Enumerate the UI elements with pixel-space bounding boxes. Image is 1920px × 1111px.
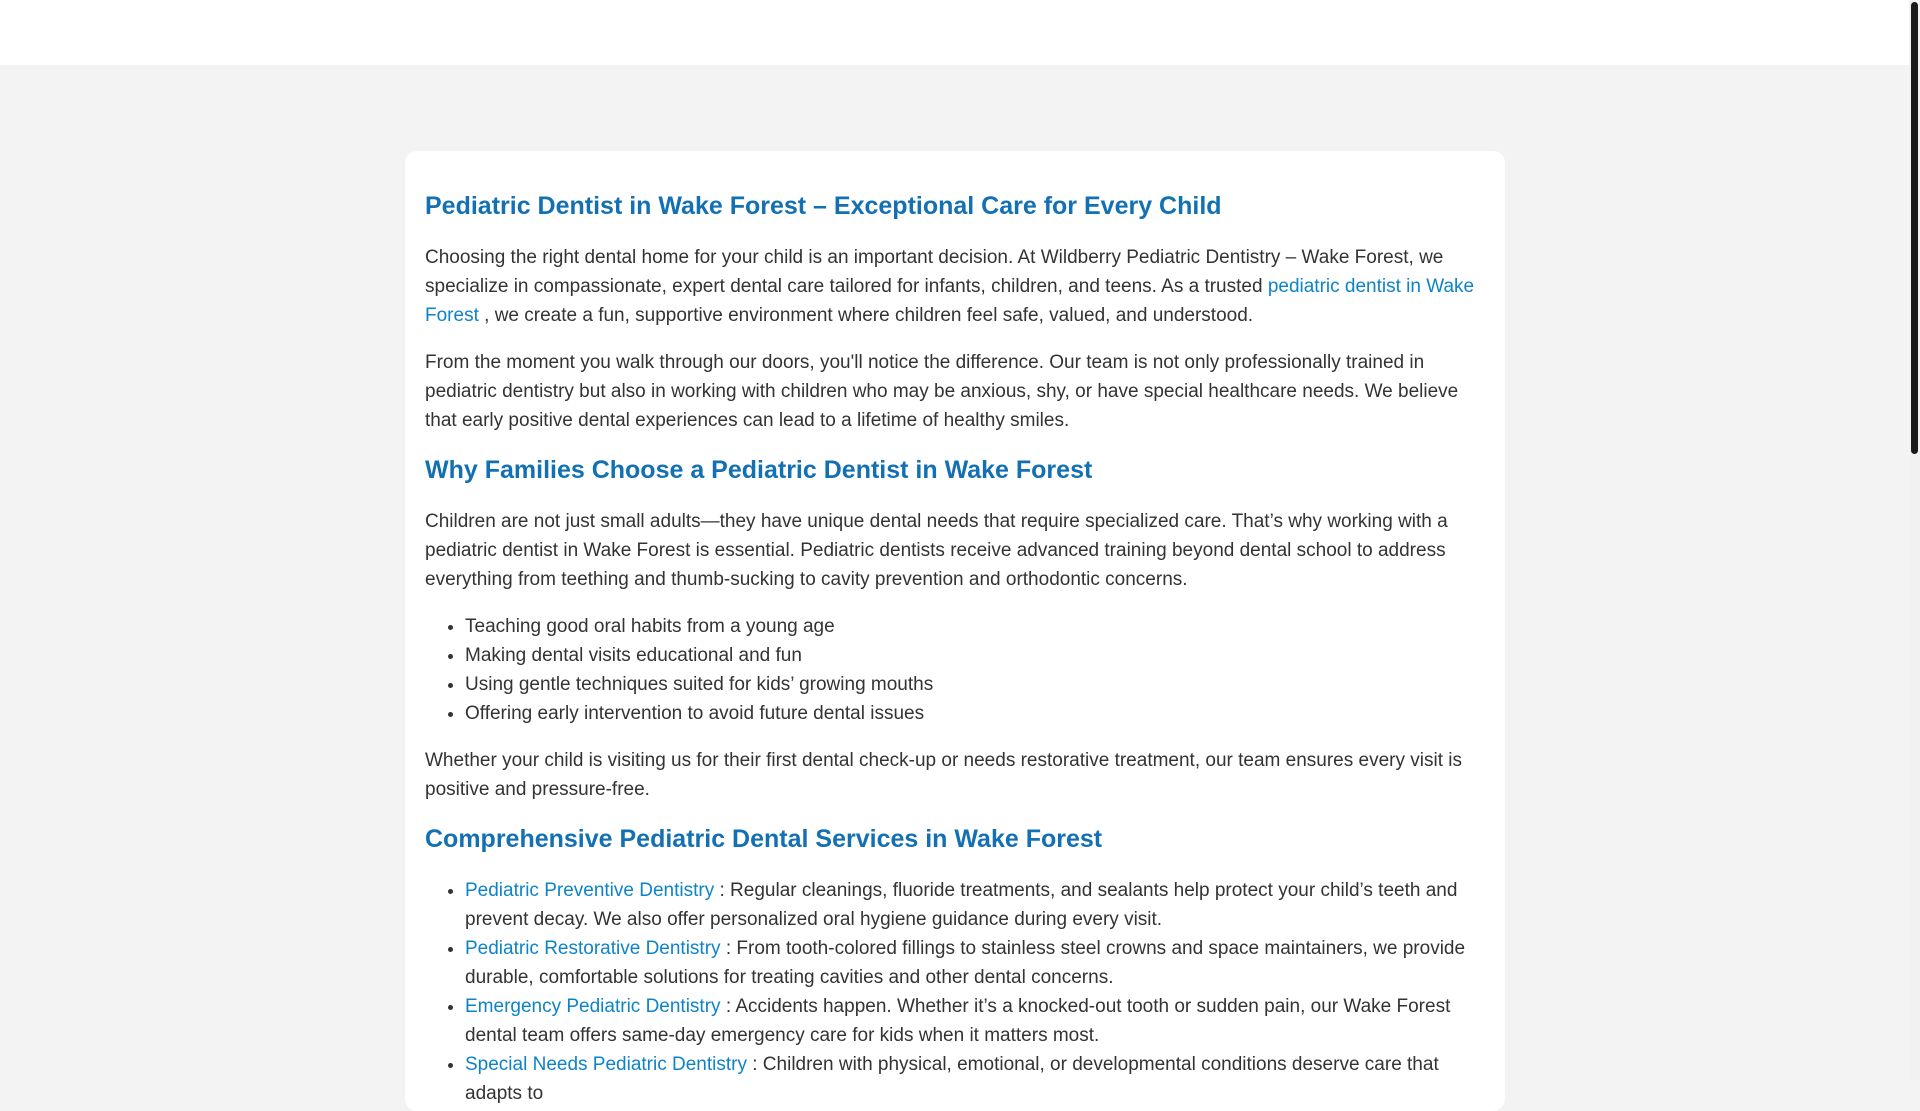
service-item-preventive xyxy=(465,876,1485,934)
services-list xyxy=(425,876,1485,1108)
emergency-dentistry-link[interactable]: Emergency Pediatric Dentistry xyxy=(465,996,721,1017)
paragraph-2: From the moment you walk through our doors, you'll notice the difference. Our team is not only professionally trained in pediatric dentistry but also in working with children who may be anxious, shy, or have special healthcare needs. We believe that early positive dental experiences can lead to a lifetime of healthy smiles. xyxy=(425,352,1459,431)
page-title: Pediatric Dentist in Wake Forest – Exceptional Care for Every Child xyxy=(425,192,1222,220)
preventive-dentistry-link[interactable]: Pediatric Preventive Dentistry xyxy=(465,880,715,901)
section-heading-services: Comprehensive Pediatric Dental Services in Wake Forest xyxy=(425,825,1103,853)
service-description: : Children with physical, emotional, or developmental conditions deserve care that adapts to xyxy=(465,1054,1439,1104)
service-description: : From tooth-colored fillings to stainless steel crowns and space maintainers, we provide durable, comfortable solutions for treating cavities and other dental concerns. xyxy=(465,938,1466,988)
service-description: : Accidents happen. Whether it’s a knocked-out tooth or sudden pain, our Wake Forest dental team offers same-day emergency care for kids when it matters most. xyxy=(465,996,1451,1046)
intro-paragraph xyxy=(425,243,1485,330)
pediatric-dentist-link[interactable]: pediatric dentist in Wake Forest xyxy=(425,276,1475,326)
section1-closing: Whether your child is visiting us for their first dental check-up or needs restorative treatment, our team ensures every visit is positive and pressure-free. xyxy=(425,750,1462,800)
list-item: • Teaching good oral habits from a young age xyxy=(465,612,1485,641)
intro-text-before: Choosing the right dental home for your child is an important decision. At Wildberry Pediatric Dentistry – Wake Forest, we specialize in compassionate, expert dental care tailored for infants, children, and teens. As a trusted xyxy=(425,247,1444,297)
service-item-emergency xyxy=(465,992,1485,1050)
service-description: : Regular cleanings, fluoride treatments, and sealants help protect your child’s teeth and prevent decay. We also offer personalized oral hygiene guidance during every visit. xyxy=(465,880,1458,930)
section-heading-why-families: Why Families Choose a Pediatric Dentist in Wake Forest xyxy=(425,456,1093,484)
scrollbar-thumb[interactable] xyxy=(1911,2,1918,454)
special-needs-dentistry-link[interactable]: Special Needs Pediatric Dentistry xyxy=(465,1054,747,1075)
list-item: • Using gentle techniques suited for kids’ growing mouths xyxy=(465,670,1485,699)
list-item: • Offering early intervention to avoid future dental issues xyxy=(465,699,1485,728)
benefits-list xyxy=(425,612,1485,728)
service-item-restorative xyxy=(465,934,1485,992)
restorative-dentistry-link[interactable]: Pediatric Restorative Dentistry xyxy=(465,938,721,959)
site-header xyxy=(0,0,1909,65)
intro-text-after: , we create a fun, supportive environment where children feel safe, valued, and understood. xyxy=(478,305,1254,326)
service-item-special-needs xyxy=(465,1050,1485,1108)
section1-paragraph: Children are not just small adults—they have unique dental needs that require specialized care. That’s why working with a pediatric dentist in Wake Forest is essential. Pediatric dentists receive advanced training beyond dental school to address everything from teething and thumb-sucking to cavity prevention and orthodontic concerns. xyxy=(425,511,1448,590)
article-card xyxy=(405,151,1505,1111)
list-item: • Making dental visits educational and fun xyxy=(465,641,1485,670)
vertical-scrollbar[interactable] xyxy=(1909,0,1920,1080)
